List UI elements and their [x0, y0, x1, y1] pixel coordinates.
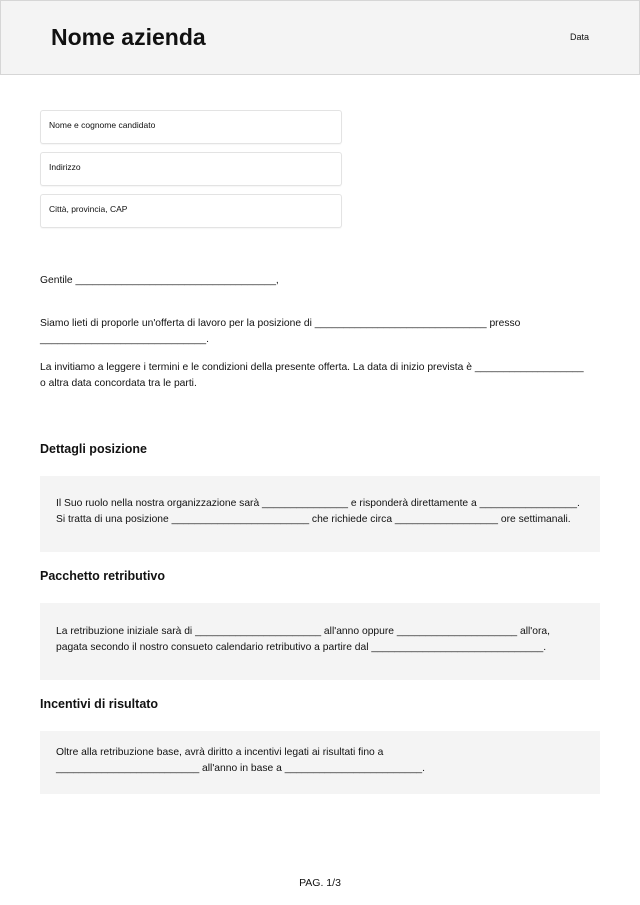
city-province-zip-field[interactable] [40, 194, 342, 228]
position-details-line-1: Il Suo ruolo nella nostra organizzazione sarà _______________ e risponderà direttamente a _________________. [56, 498, 580, 509]
terms-paragraph-line-1: La invitiamo a leggere i termini e le condizioni della presente offerta. La data di inizio prevista è ___________________ [40, 362, 584, 373]
incentives-box [40, 731, 600, 794]
greeting: Gentile ___________________________________, [40, 275, 279, 286]
section-title-compensation: Pacchetto retributivo [40, 569, 166, 583]
terms-paragraph-line-2: o altra data concordata tra le parti. [40, 378, 197, 389]
position-details-line-2: Si tratta di una posizione ________________________ che richiede circa __________________ ore settimanali. [56, 514, 571, 525]
address-field[interactable] [40, 152, 342, 186]
compensation-line-2: pagata secondo il nostro consueto calendario retributivo a partire dal ______________________________. [56, 642, 547, 653]
compensation-box [40, 603, 600, 680]
position-details-box [40, 476, 600, 552]
offer-paragraph-line-2: _____________________________. [40, 334, 209, 345]
compensation-line-1: La retribuzione iniziale sarà di ______________________ all'anno oppure _____________________ all'ora, [56, 626, 551, 637]
incentives-line-1: Oltre alla retribuzione base, avrà diritto a incentivi legati ai risultati fino a [56, 747, 384, 758]
address-label: Indirizzo [49, 162, 81, 172]
date-label: Data [570, 32, 590, 42]
section-title-incentives: Incentivi di risultato [40, 697, 159, 711]
letterhead [0, 0, 640, 75]
incentives-line-2: _________________________ all'anno in base a ________________________. [56, 763, 426, 774]
company-name: Nome azienda [51, 24, 206, 50]
offer-paragraph-line-1: Siamo lieti di proporle un'offerta di lavoro per la posizione di ______________________________ presso [40, 318, 521, 329]
section-title-position-details: Dettagli posizione [40, 442, 147, 456]
page-number: PAG. 1/3 [299, 877, 341, 889]
candidate-name-label: Nome e cognome candidato [49, 120, 156, 130]
city-province-zip-label: Città, provincia, CAP [49, 204, 128, 214]
candidate-name-field[interactable] [40, 110, 342, 144]
